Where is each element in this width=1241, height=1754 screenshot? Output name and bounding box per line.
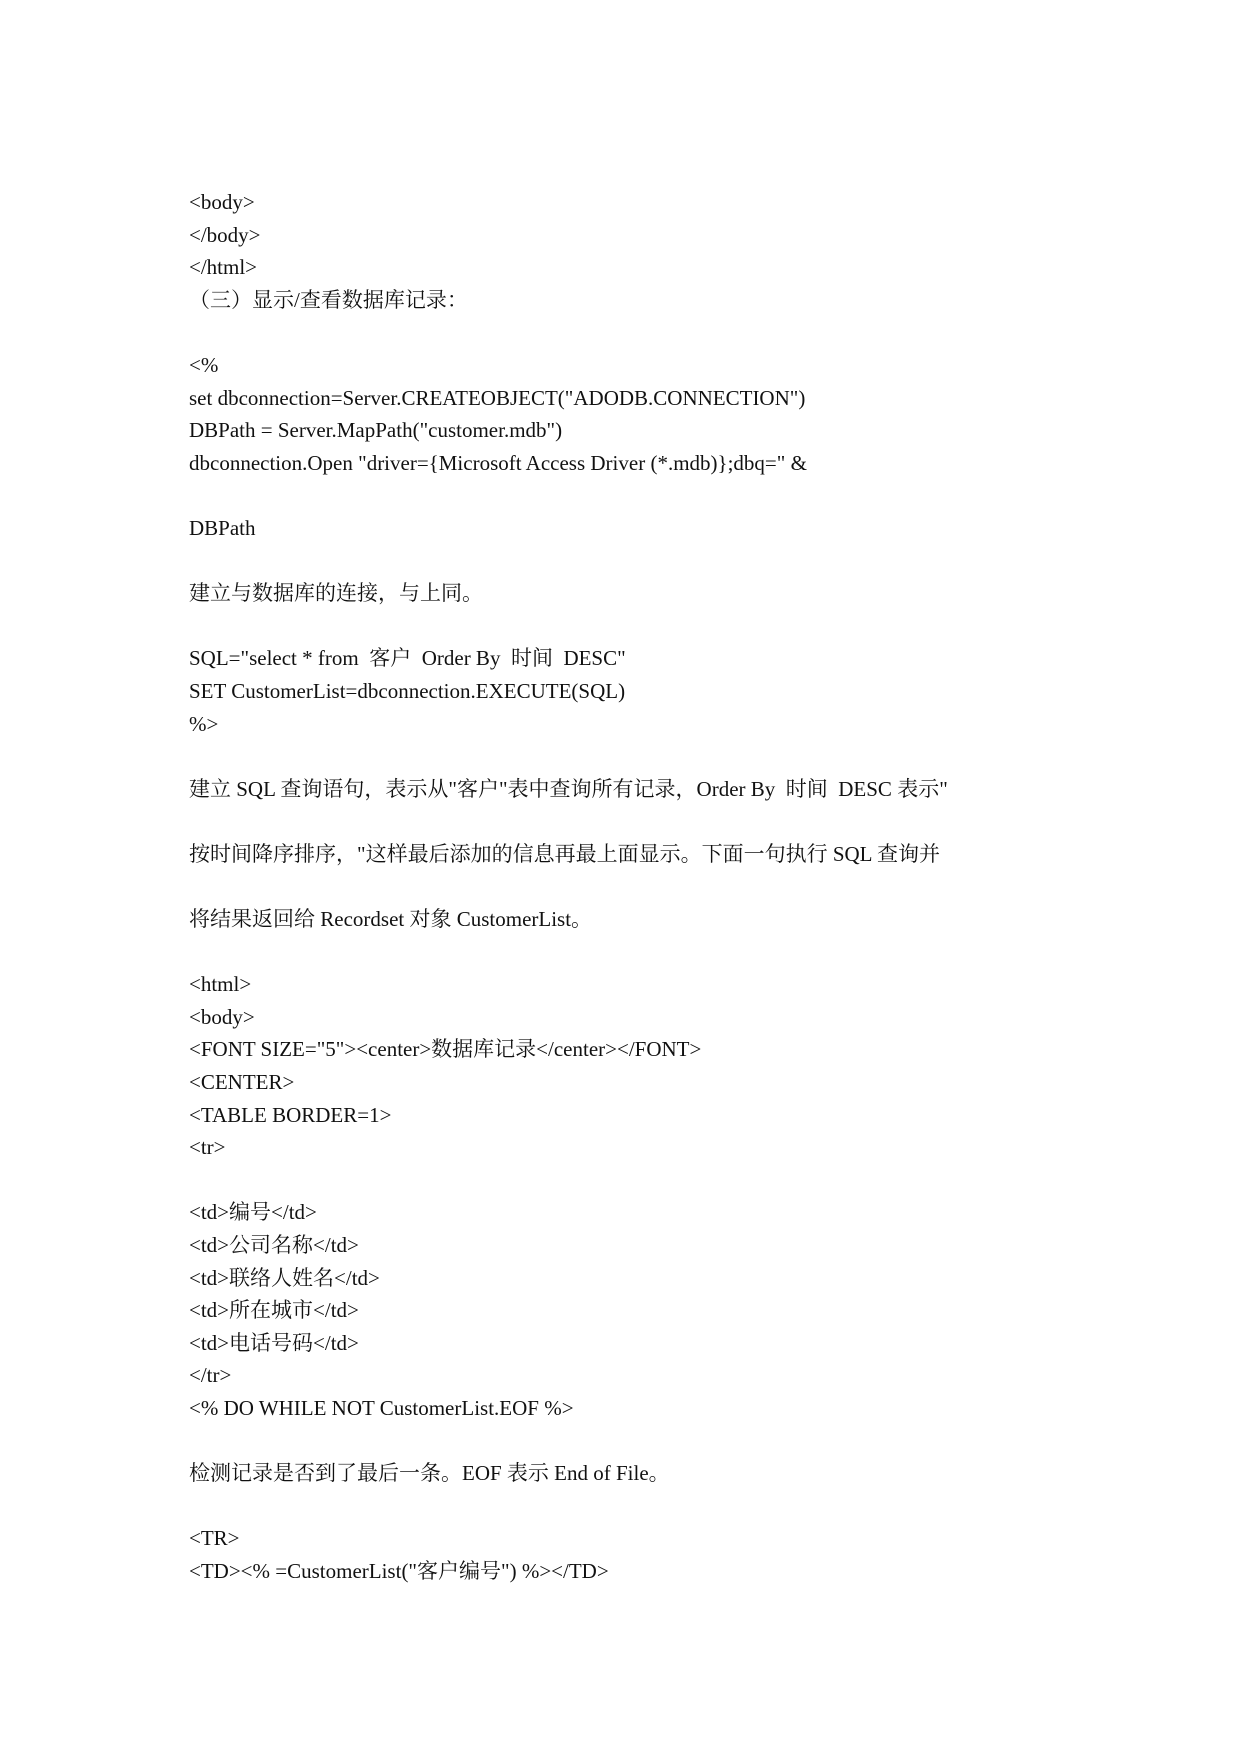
blank-line xyxy=(189,1164,1089,1197)
code-line: SET CustomerList=dbconnection.EXECUTE(SQL) xyxy=(189,678,626,703)
section-heading: （三）显示/查看数据库记录： xyxy=(189,287,468,312)
code-line: set dbconnection=Server.CREATEOBJECT("ADODB.CONNECTION") xyxy=(189,385,806,410)
code-line: <TR> xyxy=(189,1526,240,1551)
blank-line xyxy=(189,740,1089,773)
code-line: <tr> xyxy=(189,1135,226,1160)
explanation-text: 建立与数据库的连接，与上同。 xyxy=(189,581,483,606)
code-line: </body> xyxy=(189,222,261,247)
blank-line xyxy=(189,870,1089,903)
code-line: dbconnection.Open "driver={Microsoft Access Driver (*.mdb)};dbq=" & xyxy=(189,450,807,475)
code-line: </tr> xyxy=(189,1363,232,1388)
blank-line xyxy=(189,316,1089,349)
explanation-text: 将结果返回给 Recordset 对象 CustomerList。 xyxy=(189,907,593,932)
blank-line xyxy=(189,936,1089,969)
code-line: SQL="select * from 客户 Order By 时间 DESC" xyxy=(189,646,626,671)
code-line: <TABLE BORDER=1> xyxy=(189,1102,392,1127)
code-line: %> xyxy=(189,711,219,736)
explanation-text: 检测记录是否到了最后一条。EOF 表示 End of File。 xyxy=(189,1461,670,1486)
blank-line xyxy=(189,1490,1089,1523)
document-body xyxy=(189,186,1089,1588)
code-line: </html> xyxy=(189,255,258,280)
code-line: <td>联络人姓名</td> xyxy=(189,1265,380,1290)
code-line: <body> xyxy=(189,190,255,214)
explanation-text: 按时间降序排序，"这样最后添加的信息再最上面显示。下面一句执行 SQL 查询并 xyxy=(189,841,940,866)
code-line: <CENTER> xyxy=(189,1070,295,1095)
code-line: <td>电话号码</td> xyxy=(189,1330,359,1355)
code-line: <html> xyxy=(189,972,252,997)
code-line: <td>公司名称</td> xyxy=(189,1233,359,1257)
code-line: <FONT SIZE="5"><center>数据库记录</center></FONT> xyxy=(189,1037,702,1062)
code-line: <td>所在城市</td> xyxy=(189,1298,359,1323)
code-line: <% DO WHILE NOT CustomerList.EOF %> xyxy=(189,1395,574,1420)
blank-line xyxy=(189,545,1089,578)
blank-line xyxy=(189,805,1089,838)
code-line: <td>编号</td> xyxy=(189,1200,317,1225)
explanation-text: 建立 SQL 查询语句，表示从"客户"表中查询所有记录，Order By 时间 DESC 表示" xyxy=(189,776,948,801)
code-line: <body> xyxy=(189,1004,255,1029)
code-line: DBPath xyxy=(189,515,256,540)
blank-line xyxy=(189,1425,1089,1458)
blank-line xyxy=(189,479,1089,512)
code-line: <% xyxy=(189,352,219,377)
code-line: <TD><% =CustomerList("客户编号") %></TD> xyxy=(189,1558,609,1583)
code-line: DBPath = Server.MapPath("customer.mdb") xyxy=(189,418,563,443)
blank-line xyxy=(189,610,1089,643)
